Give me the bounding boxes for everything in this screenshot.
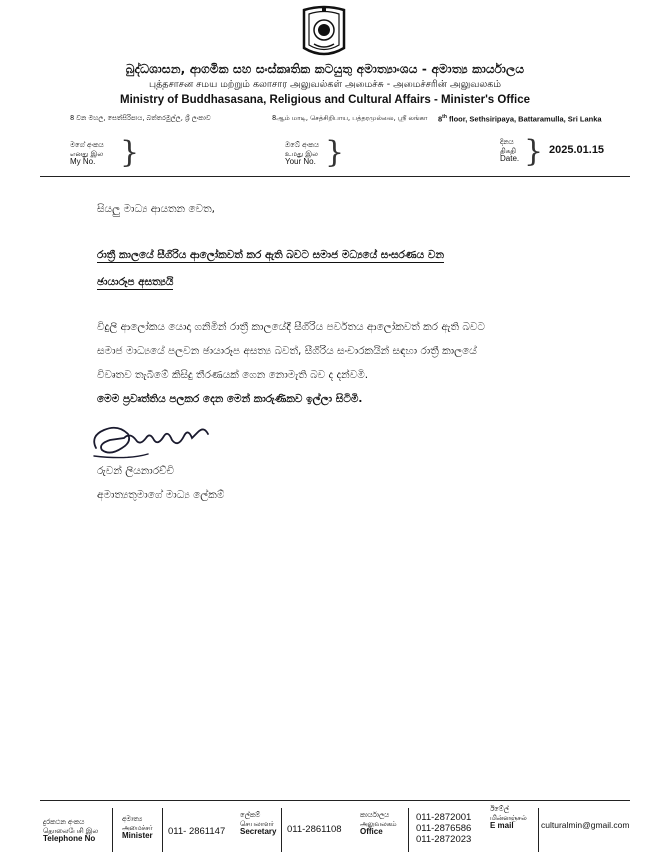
- your-number-label: ඔබේ අංකය உமது இல Your No.: [285, 141, 319, 166]
- body-paragraph-line-3: විවෘතව තැබීමේ කිසිදු තීරණයක් ගෙන නොමැති බව ද දන්වමි.: [97, 369, 369, 381]
- office-phone-2: 011-2876586: [416, 823, 472, 834]
- address-english: 8th floor, Sethsiripaya, Battaramulla, Sri Lanka: [438, 114, 602, 124]
- date-value: 2025.01.15: [549, 144, 605, 156]
- signature-image: [88, 418, 218, 464]
- subject-line-2: ඡායාරූප අසත්‍යයි: [97, 276, 174, 288]
- office-phone-3: 011-2872023: [416, 834, 472, 845]
- footer-separator: [162, 808, 163, 852]
- address-tamil: 8ஆம் மாடி, செத்சிறிபாய, பத்தரமுல்லை, ஸ்ரீ லங்கா: [272, 114, 428, 122]
- minister-phone: 011- 2861147: [168, 826, 226, 837]
- signatory-name: රුවන් ලියනාරච්චි: [97, 465, 175, 477]
- header-divider: [40, 176, 630, 177]
- my-number-label: මගේ අංකය எனது இல My No.: [70, 141, 104, 166]
- ministry-name-sinhala: බුද්ධශාසන, ආගමික සහ සංස්කෘතික කටයුතු අමාත්‍යාංශය - අමාත්‍ය කාර්යාලය: [125, 62, 525, 76]
- body-paragraph-line-2: සමාජ මාධ්‍යයේ පලවන ඡායාරූප අසත්‍ය බවත්, සීගිරිය සංචාරකයින් සඳහා රාත්‍රී කාලයේ: [97, 345, 477, 357]
- national-emblem-icon: [296, 4, 352, 60]
- secretary-phone: 011-2861108: [287, 824, 342, 835]
- salutation: සියලු මාධ්‍ය ආයතන වෙත,: [97, 203, 215, 215]
- date-brace: }: [524, 134, 544, 169]
- your-number-brace: }: [325, 135, 345, 170]
- body-paragraph-line-1: විදුලි ආලෝකය යොදා ගනිමින් රාත්‍රී කාලයේදී සීගිරිය පර්වතය ආලෝකවත් කර ඇති බවට: [97, 321, 485, 333]
- footer-telephone-label: දුරකථන අංකය தொலைபேசி இல Telephone No: [43, 818, 98, 843]
- email-address[interactable]: culturalmin@gmail.com: [541, 820, 630, 830]
- footer-separator: [538, 808, 539, 852]
- request-line: මෙම ප්‍රවෘත්තිය පලකර දෙන මෙන් කාරුණිකව ඉල්ලා සිටිමි.: [97, 393, 363, 405]
- footer-minister-label: අමාත්‍ය அமைச்சர் Minister: [122, 815, 153, 840]
- signatory-title: අමාත්‍යතුමාගේ මාධ්‍ය ලේකම්: [97, 489, 225, 501]
- ministry-name-english: Ministry of Buddhasasana, Religious and Cultural Affairs - Minister's Office: [120, 94, 530, 106]
- footer-office-label: කාර්යාලය அலுவலகம் Office: [360, 811, 397, 836]
- my-number-brace: }: [120, 135, 140, 170]
- office-phone-1: 011-2872001: [416, 812, 472, 823]
- subject-line-1: රාත්‍රී කාලයේ සීගිරිය ආලෝකවත් කර ඇති බවට සමාජ මධ්‍යයේ සංසරණය වන: [97, 249, 444, 261]
- date-label: දිනය திகதி Date.: [500, 138, 520, 163]
- footer-separator: [112, 808, 113, 852]
- address-sinhala: 8 වන මහල, සෙත්සිරිපාය, බත්තරමුල්ල, ශ්‍රී ලංකාව: [70, 114, 211, 122]
- footer-email-label: ඊමේල් மின்னஞ்சல் E mail: [490, 805, 527, 830]
- footer-secretary-label: ලේකම් செயலாளர் Secretary: [240, 811, 277, 836]
- ministry-name-tamil: புத்தசாசன சமய மற்றும் கலாசார அலுவல்கள் அமைச்சு - அமைச்சரின் அலுவலகம்: [149, 79, 501, 90]
- footer-divider: [40, 800, 630, 801]
- footer-separator: [408, 808, 409, 852]
- footer-separator: [281, 808, 282, 852]
